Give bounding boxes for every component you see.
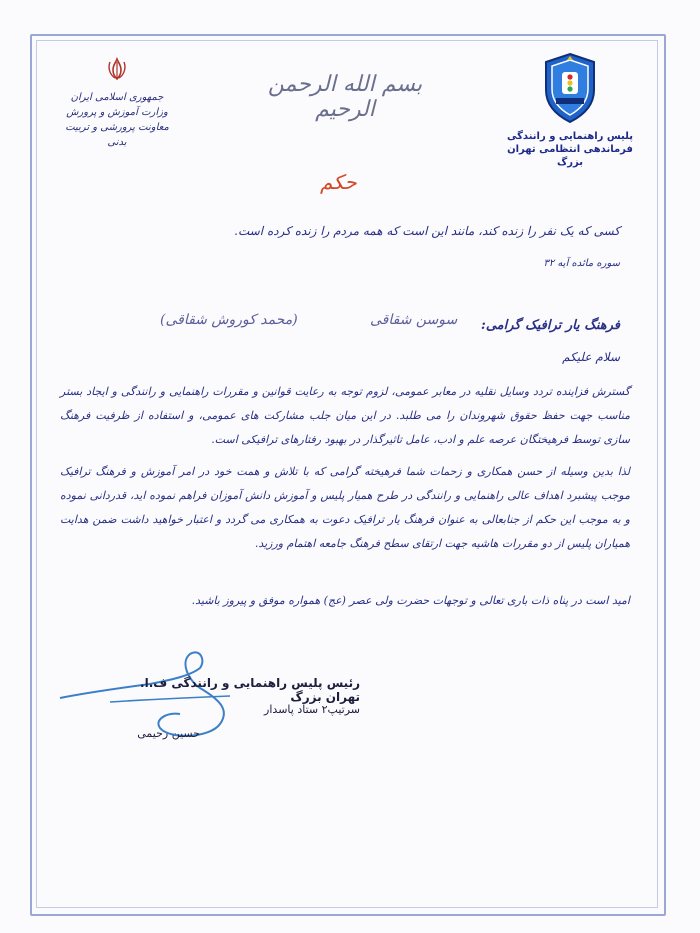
body-paragraph-1: گسترش فزاینده تردد وسایل نقلیه در معابر عمومی، لزوم توجه به رعایت قوانین و مقررات راهنمایی و رانندگی و ایجاد بستر مناسب جهت حفظ حقوق شهروندان را می طلبد. در این میان جلب مشارکت های عمومی، و استفاده از ظرفیت فرهنگ سازی توسط فرهیختگان عرصه علم و ادب، عامل تاثیرگذار در بهبود رفتارهای ترافیکی است.: [60, 385, 630, 446]
gov-line-1: جمهوری اسلامی ایران: [70, 92, 164, 103]
government-header: [62, 56, 172, 150]
letter-body: [60, 380, 630, 564]
body-paragraph-2: لذا بدین وسیله از حسن همکاری و زحمات شما فرهیخته گرامی که با تلاش و همت خود در امر آموزش و فرهنگ ترافیک موجب پیشبرد اهداف عالی راهنمایی و رانندگی در طرح همیار پلیس و آموزش دانش آموزان فراهم نموده اید، قدردانی نموده و به موجب این حکم از جنابعالی به عنوان فرهنگ یار ترافیک دعوت به همکاری می گردد و اعتبار خواهید داشت ضمن هدایت همیاران پلیس از دو مقررات هاشیه جهت ارتقای سطح فرهنگ جامعه اهتمام ورزید.: [60, 465, 630, 550]
closing-line: امید است در پناه ذات باری تعالی و توجهات حضرت ولی عصر (عج) همواره موفق و پیروز باشید.: [191, 594, 630, 607]
signatory-name: حسین رحیمی: [137, 727, 200, 740]
signatory-title: رئیس پلیس راهنمایی و رانندگی ف.ا. تهران بزرگ: [140, 676, 360, 704]
traffic-police-badge-icon: [542, 52, 598, 124]
salutation: سلام علیکم: [562, 350, 620, 364]
police-subtitle: فرماندهی انتظامی تهران بزرگ: [507, 144, 633, 168]
police-header: [500, 52, 640, 169]
address-label: فرهنگ یار ترافیک گرامی:: [481, 318, 620, 333]
quran-quote: کسی که یک نفر را زنده کند، مانند این است که همه مردم را زنده کرده است.: [234, 224, 620, 238]
quran-reference: سوره مائده آیه ۳۲: [543, 258, 620, 269]
gov-line-2: وزارت آموزش و پرورش: [66, 107, 168, 118]
signatory-rank: سرتیپ۲ ستاد پاسدار: [264, 703, 360, 716]
recipient-name-secondary: (محمد کوروش شقاقی): [160, 312, 298, 328]
gov-line-3: معاونت پرورشی و تربیت بدنی: [65, 122, 169, 148]
decree-heading: حکم: [320, 170, 357, 194]
recipient-name: سوسن شقاقی: [370, 312, 458, 328]
police-title: پلیس راهنمایی و رانندگی: [507, 131, 633, 142]
iran-emblem-icon: [104, 56, 130, 82]
basmala-calligraphy: بسم الله الرحمن الرحیم: [267, 72, 423, 122]
address-line: [150, 310, 620, 340]
